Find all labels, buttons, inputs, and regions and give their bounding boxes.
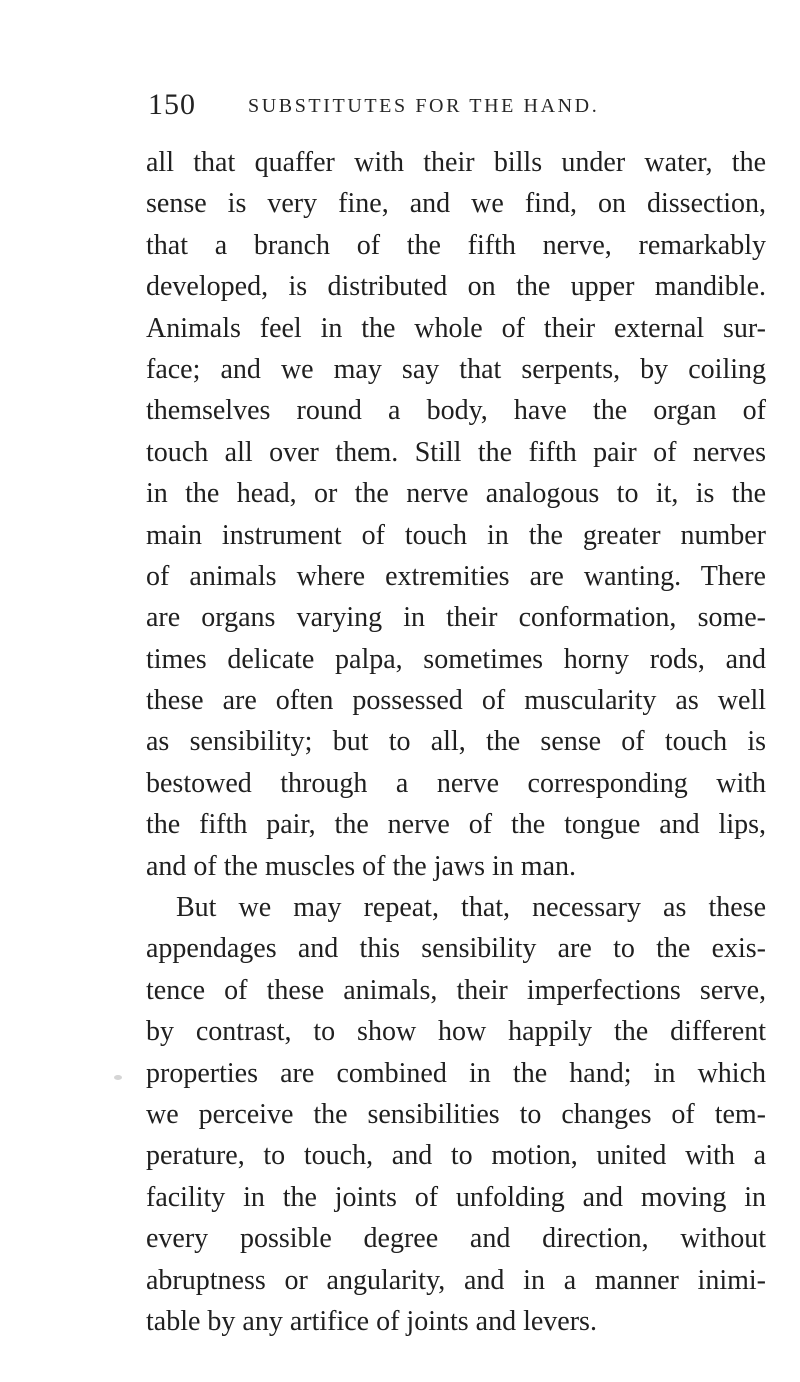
- text-line: properties are combined in the hand; in which: [146, 1057, 766, 1089]
- paragraph-start-line: But we may repeat, that, necessary as these: [176, 892, 766, 924]
- text-line: these are often possessed of muscularity as well: [146, 685, 766, 717]
- text-line: that a branch of the fifth nerve, remarkably: [146, 229, 766, 261]
- text-line: in the head, or the nerve analogous to it, is the: [146, 478, 766, 510]
- text-line: appendages and this sensibility are to the exis-: [146, 933, 766, 965]
- text-line: times delicate palpa, sometimes horny rods, and: [146, 643, 766, 675]
- text-line: table by any artifice of joints and levers.: [146, 1305, 597, 1337]
- text-line: touch all over them. Still the fifth pair of nerves: [146, 436, 766, 468]
- text-line: tence of these animals, their imperfections serve,: [146, 974, 766, 1006]
- text-line: face; and we may say that serpents, by coiling: [146, 353, 766, 385]
- text-line: and of the muscles of the jaws in man.: [146, 850, 577, 882]
- text-line: every possible degree and direction, without: [146, 1223, 766, 1255]
- text-line: facility in the joints of unfolding and moving in: [146, 1181, 766, 1213]
- text-line: bestowed through a nerve corresponding with: [146, 767, 766, 799]
- text-line: Animals feel in the whole of their external sur-: [146, 312, 766, 344]
- text-line: abruptness or angularity, and in a manner inimi-: [146, 1264, 766, 1296]
- body-text: [146, 142, 766, 1342]
- text-line: main instrument of touch in the greater number: [146, 519, 766, 551]
- ink-smudge: [114, 1075, 122, 1080]
- text-line: we perceive the sensibilities to changes of tem-: [146, 1098, 766, 1130]
- running-head: [148, 88, 768, 132]
- text-line: as sensibility; but to all, the sense of touch is: [146, 726, 766, 758]
- text-line: themselves round a body, have the organ of: [146, 395, 766, 427]
- text-line: are organs varying in their conformation, some-: [146, 602, 766, 634]
- page-number: 150: [148, 88, 196, 121]
- text-line: all that quaffer with their bills under water, the: [146, 147, 766, 178]
- text-line: the fifth pair, the nerve of the tongue and lips,: [146, 809, 766, 841]
- text-line: sense is very fine, and we find, on dissection,: [146, 188, 766, 220]
- text-line: by contrast, to show how happily the different: [146, 1016, 766, 1048]
- text-line: of animals where extremities are wanting. There: [146, 560, 766, 592]
- text-line: perature, to touch, and to motion, united with a: [146, 1140, 766, 1172]
- text-line: developed, is distributed on the upper mandible.: [146, 271, 766, 303]
- running-title: SUBSTITUTES FOR THE HAND.: [248, 95, 600, 117]
